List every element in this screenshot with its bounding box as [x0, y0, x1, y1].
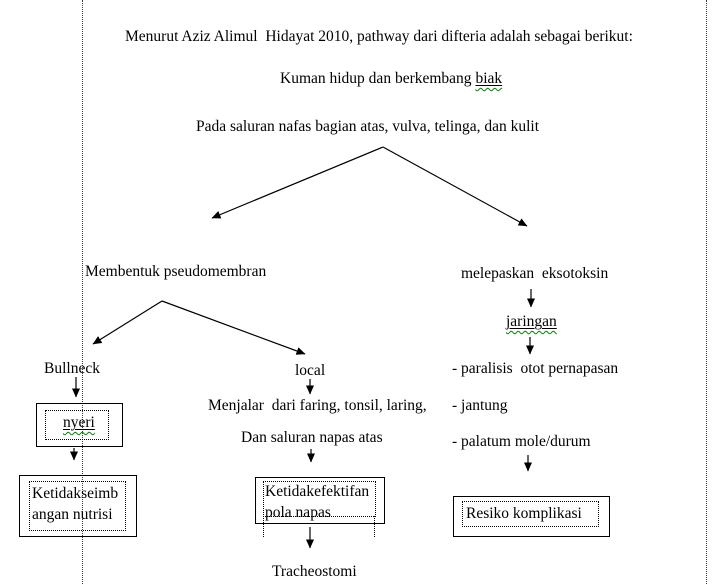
jaringan-label: [506, 312, 557, 331]
membentuk-pseudomembran-label: Membentuk pseudomembran: [85, 263, 267, 280]
tracheostomi-label: Tracheostomi: [272, 563, 357, 580]
kuman-line-prefix: Kuman hidup dan berkembang: [280, 70, 476, 87]
effect-paralisis: - paralisis otot pernapasan: [452, 360, 619, 377]
dan-saluran-line: Dan saluran napas atas: [241, 429, 383, 446]
effect-jantung: - jantung: [452, 397, 508, 414]
melepaskan-eksotoksin-label: melepaskan eksotoksin: [461, 265, 609, 282]
kuman-misspelled-word: biak: [475, 70, 503, 87]
arrow-pseudomembran-to-bullneck: [93, 301, 162, 344]
ketidakseimbangan-label: Ketidakseimb angan nutrisi: [32, 485, 119, 523]
inner-box-dotted-tail-left: [263, 516, 264, 537]
local-label: local: [295, 362, 326, 379]
nyeri-box: [36, 403, 123, 447]
bullneck-label: Bullneck: [44, 360, 100, 377]
resiko-komplikasi-inner-box: [462, 501, 599, 527]
ketidakefektifan-label: Ketidakefektifan pola napas: [265, 483, 370, 521]
menjalar-line: Menjalar dari faring, tonsil, laring,: [208, 397, 427, 414]
inner-box-dotted-tail-right: [374, 516, 375, 537]
jaringan-misspelled: jaringan: [506, 313, 557, 330]
nyeri-inner-box: [45, 410, 109, 440]
ketidakseimbangan-nutrisi-box: [19, 475, 137, 537]
ketidakseimbangan-inner-box: [29, 481, 126, 531]
resiko-komplikasi-label: Resiko komplikasi: [466, 505, 582, 522]
pada-saluran-line: Pada saluran nafas bagian atas, vulva, telinga, dan kulit: [196, 118, 540, 135]
pathway-title: Menurut Aziz Alimul Hidayat 2010, pathway dari difteria adalah sebagai berikut:: [125, 28, 633, 45]
resiko-komplikasi-box: [453, 496, 610, 537]
arrow-pseudomembran-to-local: [162, 301, 305, 354]
kuman-line: [280, 69, 502, 88]
arrow-top-to-left-branch: [212, 147, 383, 218]
nyeri-misspelled: nyeri: [63, 414, 95, 431]
text-boundary-right: [706, 0, 707, 584]
arrow-top-to-right-branch: [383, 147, 527, 226]
nyeri-label: [63, 413, 95, 432]
effect-palatum: - palatum mole/durum: [452, 433, 591, 450]
